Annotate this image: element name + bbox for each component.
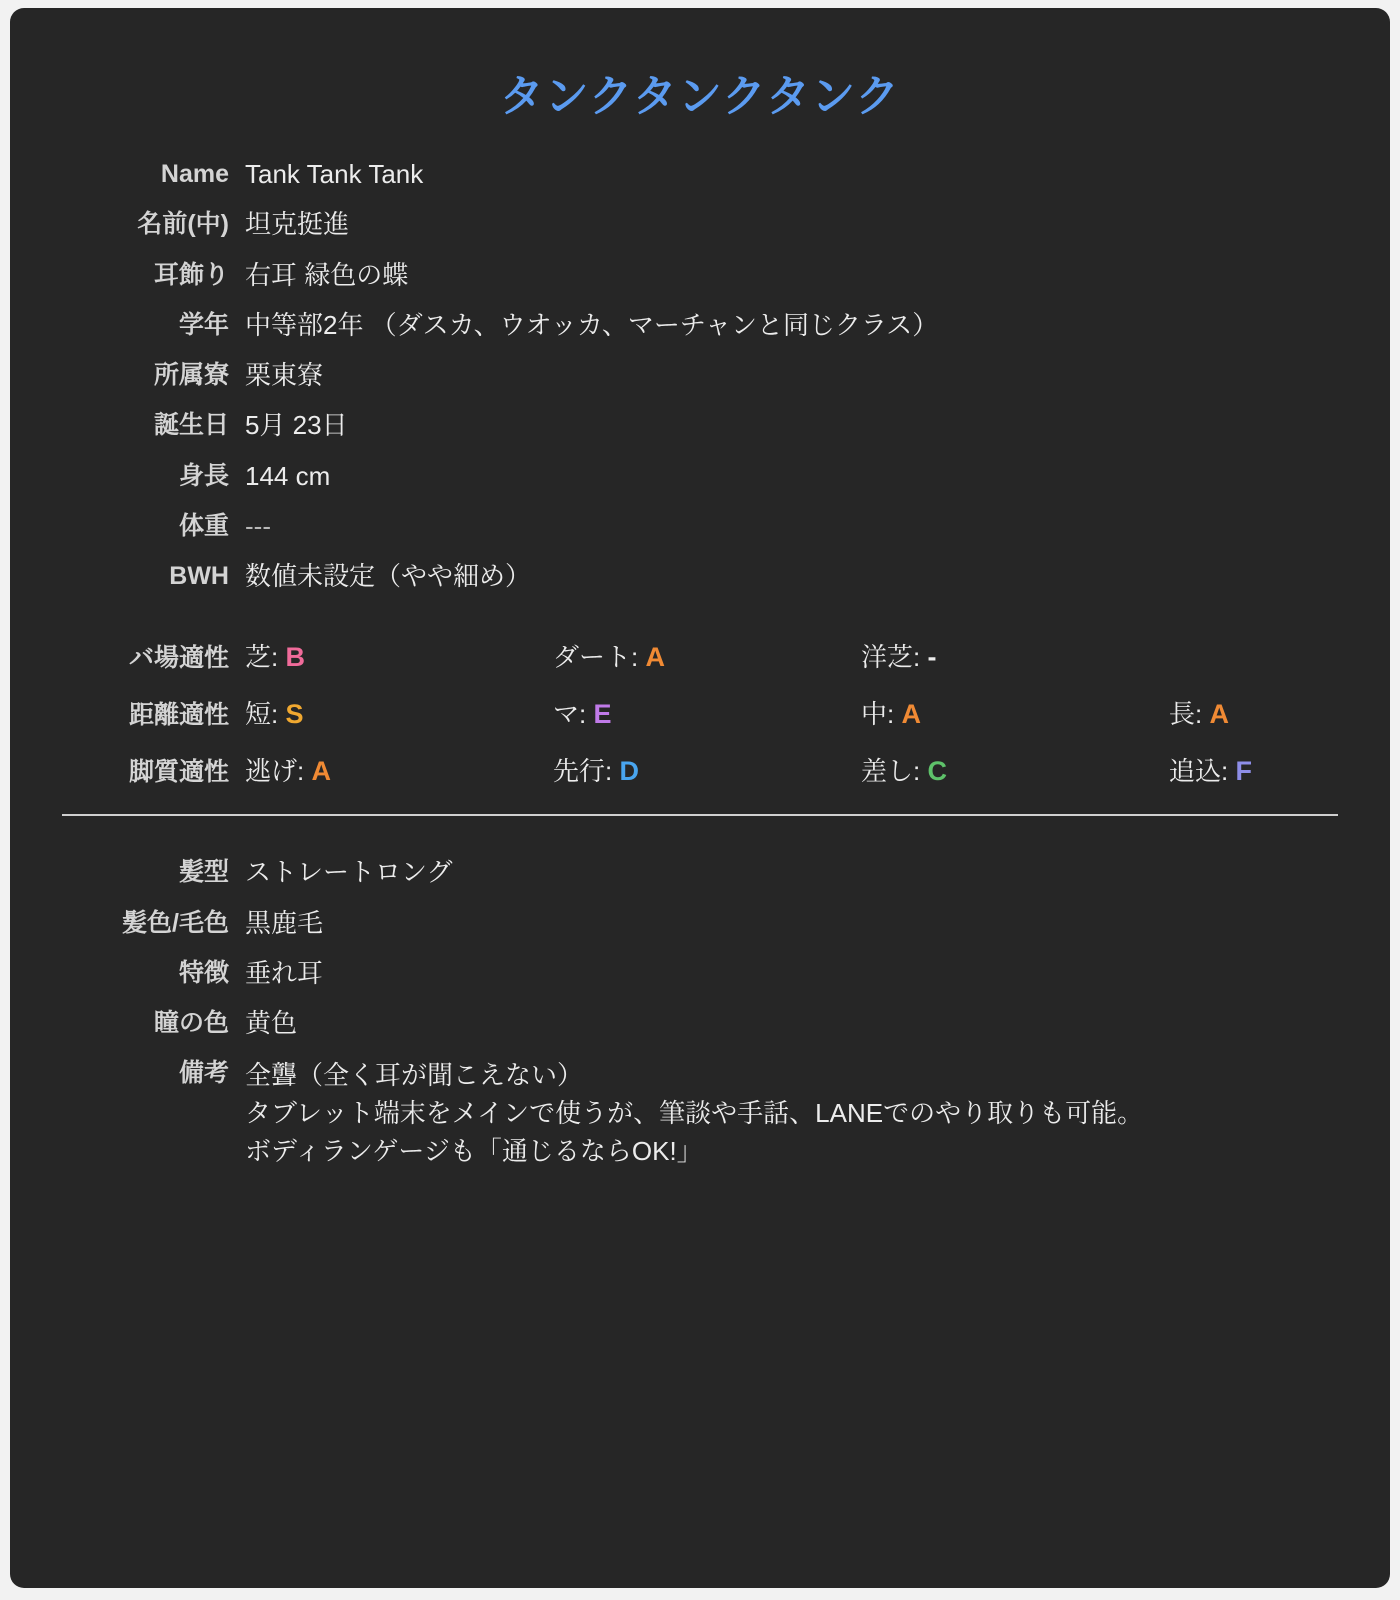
profile-row	[10, 309, 1390, 342]
field-label: BWH	[169, 562, 229, 591]
field-label: 学年	[178, 310, 229, 339]
field-label: Name	[160, 160, 229, 188]
aptitude-grade: E	[593, 699, 612, 730]
field-label: 名前(中)	[137, 210, 229, 239]
aptitude-cell: マ: E	[553, 699, 612, 730]
field-value: 全聾（全く耳が聞こえない） タブレット端末をメインで使うが、筆談や手話、LANEでのやり取りも可能。 ボディランゲージも「通じるならOK!」	[245, 1060, 1144, 1166]
field-label: 耳飾り	[153, 260, 229, 289]
field-value: 黒鹿毛	[245, 907, 324, 938]
aptitude-cell-name: 中	[861, 699, 888, 730]
aptitude-cell-name: ダート	[553, 642, 632, 673]
page-title: タンクタンクタンク	[499, 72, 901, 121]
profile-row	[10, 856, 1390, 889]
aptitude-label: 脚質適性	[128, 757, 229, 786]
profile-row	[10, 359, 1390, 392]
aptitude-section	[10, 637, 1390, 788]
aptitude-grade: B	[285, 642, 305, 673]
field-label: 備考	[178, 1059, 229, 1088]
aptitude-grade: S	[285, 699, 304, 730]
aptitude-cell-name: 追込	[1169, 756, 1222, 787]
aptitude-grade: A	[901, 699, 921, 730]
aptitude-grade: F	[1235, 756, 1252, 787]
field-value: 坦克挺進	[245, 209, 350, 240]
profile-row	[10, 460, 1390, 493]
aptitude-label: バ場適性	[128, 643, 229, 672]
field-value: ---	[245, 510, 271, 541]
aptitude-row	[10, 751, 1390, 788]
aptitude-cell: 短: S	[245, 699, 304, 730]
profile-row	[10, 907, 1390, 940]
aptitude-label: 距離適性	[128, 700, 229, 729]
appearance-section	[10, 856, 1390, 1170]
aptitude-cell: 洋芝: -	[861, 642, 937, 673]
field-value: 5月 23日	[245, 410, 348, 441]
field-value: Tank Tank Tank	[245, 159, 424, 189]
aptitude-cell-name: 差し	[861, 756, 914, 787]
section-divider	[62, 814, 1338, 816]
field-value: 中等部2年 （ダスカ、ウオッカ、マーチャンと同じクラス）	[245, 309, 939, 340]
profile-row	[10, 409, 1390, 442]
field-label: 髪色/毛色	[122, 908, 229, 937]
field-value: 黄色	[245, 1008, 298, 1039]
aptitude-grade: D	[619, 756, 639, 787]
field-value: 垂れ耳	[245, 957, 324, 988]
aptitude-cell: 追込: F	[1169, 756, 1252, 787]
field-label: 誕生日	[153, 411, 229, 440]
profile-row	[10, 510, 1390, 543]
profile-row	[10, 1007, 1390, 1040]
aptitude-grade: -	[927, 642, 937, 673]
aptitude-cell: 芝: B	[245, 642, 305, 673]
aptitude-grade: C	[927, 756, 947, 787]
profile-row	[10, 957, 1390, 990]
field-label: 所属寮	[153, 361, 229, 390]
aptitude-cell-name: 逃げ	[245, 756, 298, 787]
aptitude-cell-name: 先行	[553, 756, 606, 787]
aptitude-row	[10, 637, 1390, 674]
field-value: 数値未設定（やや細め）	[245, 561, 532, 592]
aptitude-cell-name: 長	[1169, 699, 1196, 730]
profile-row	[10, 208, 1390, 241]
profile-row	[10, 1057, 1390, 1170]
aptitude-grade: A	[1209, 699, 1229, 730]
aptitude-cell: ダート: A	[553, 642, 665, 673]
field-label: 髪型	[178, 858, 229, 887]
aptitude-cell: 先行: D	[553, 756, 639, 787]
aptitude-grade: A	[645, 642, 665, 673]
character-profile-card	[10, 8, 1390, 1588]
field-value: ストレートロング	[245, 857, 453, 888]
field-value: 右耳 緑色の蝶	[245, 259, 409, 290]
field-value: 栗東寮	[245, 360, 324, 391]
aptitude-grade: A	[311, 756, 331, 787]
field-label: 身長	[178, 461, 229, 490]
aptitude-cell-name: 短	[245, 699, 272, 730]
aptitude-row	[10, 694, 1390, 731]
profile-row	[10, 560, 1390, 593]
field-label: 特徴	[178, 958, 229, 987]
field-label: 体重	[178, 511, 229, 540]
aptitude-cell-name: マ	[553, 699, 580, 730]
aptitude-cell: 中: A	[861, 699, 921, 730]
aptitude-cell: 差し: C	[861, 756, 947, 787]
aptitude-cell: 逃げ: A	[245, 756, 331, 787]
field-value: 144 cm	[245, 460, 331, 491]
aptitude-cell-name: 芝	[245, 642, 272, 673]
profile-row	[10, 259, 1390, 292]
field-label: 瞳の色	[153, 1009, 229, 1038]
profile-row	[10, 158, 1390, 191]
aptitude-cell-name: 洋芝	[861, 642, 914, 673]
aptitude-cell: 長: A	[1169, 699, 1229, 730]
profile-section	[10, 158, 1390, 593]
